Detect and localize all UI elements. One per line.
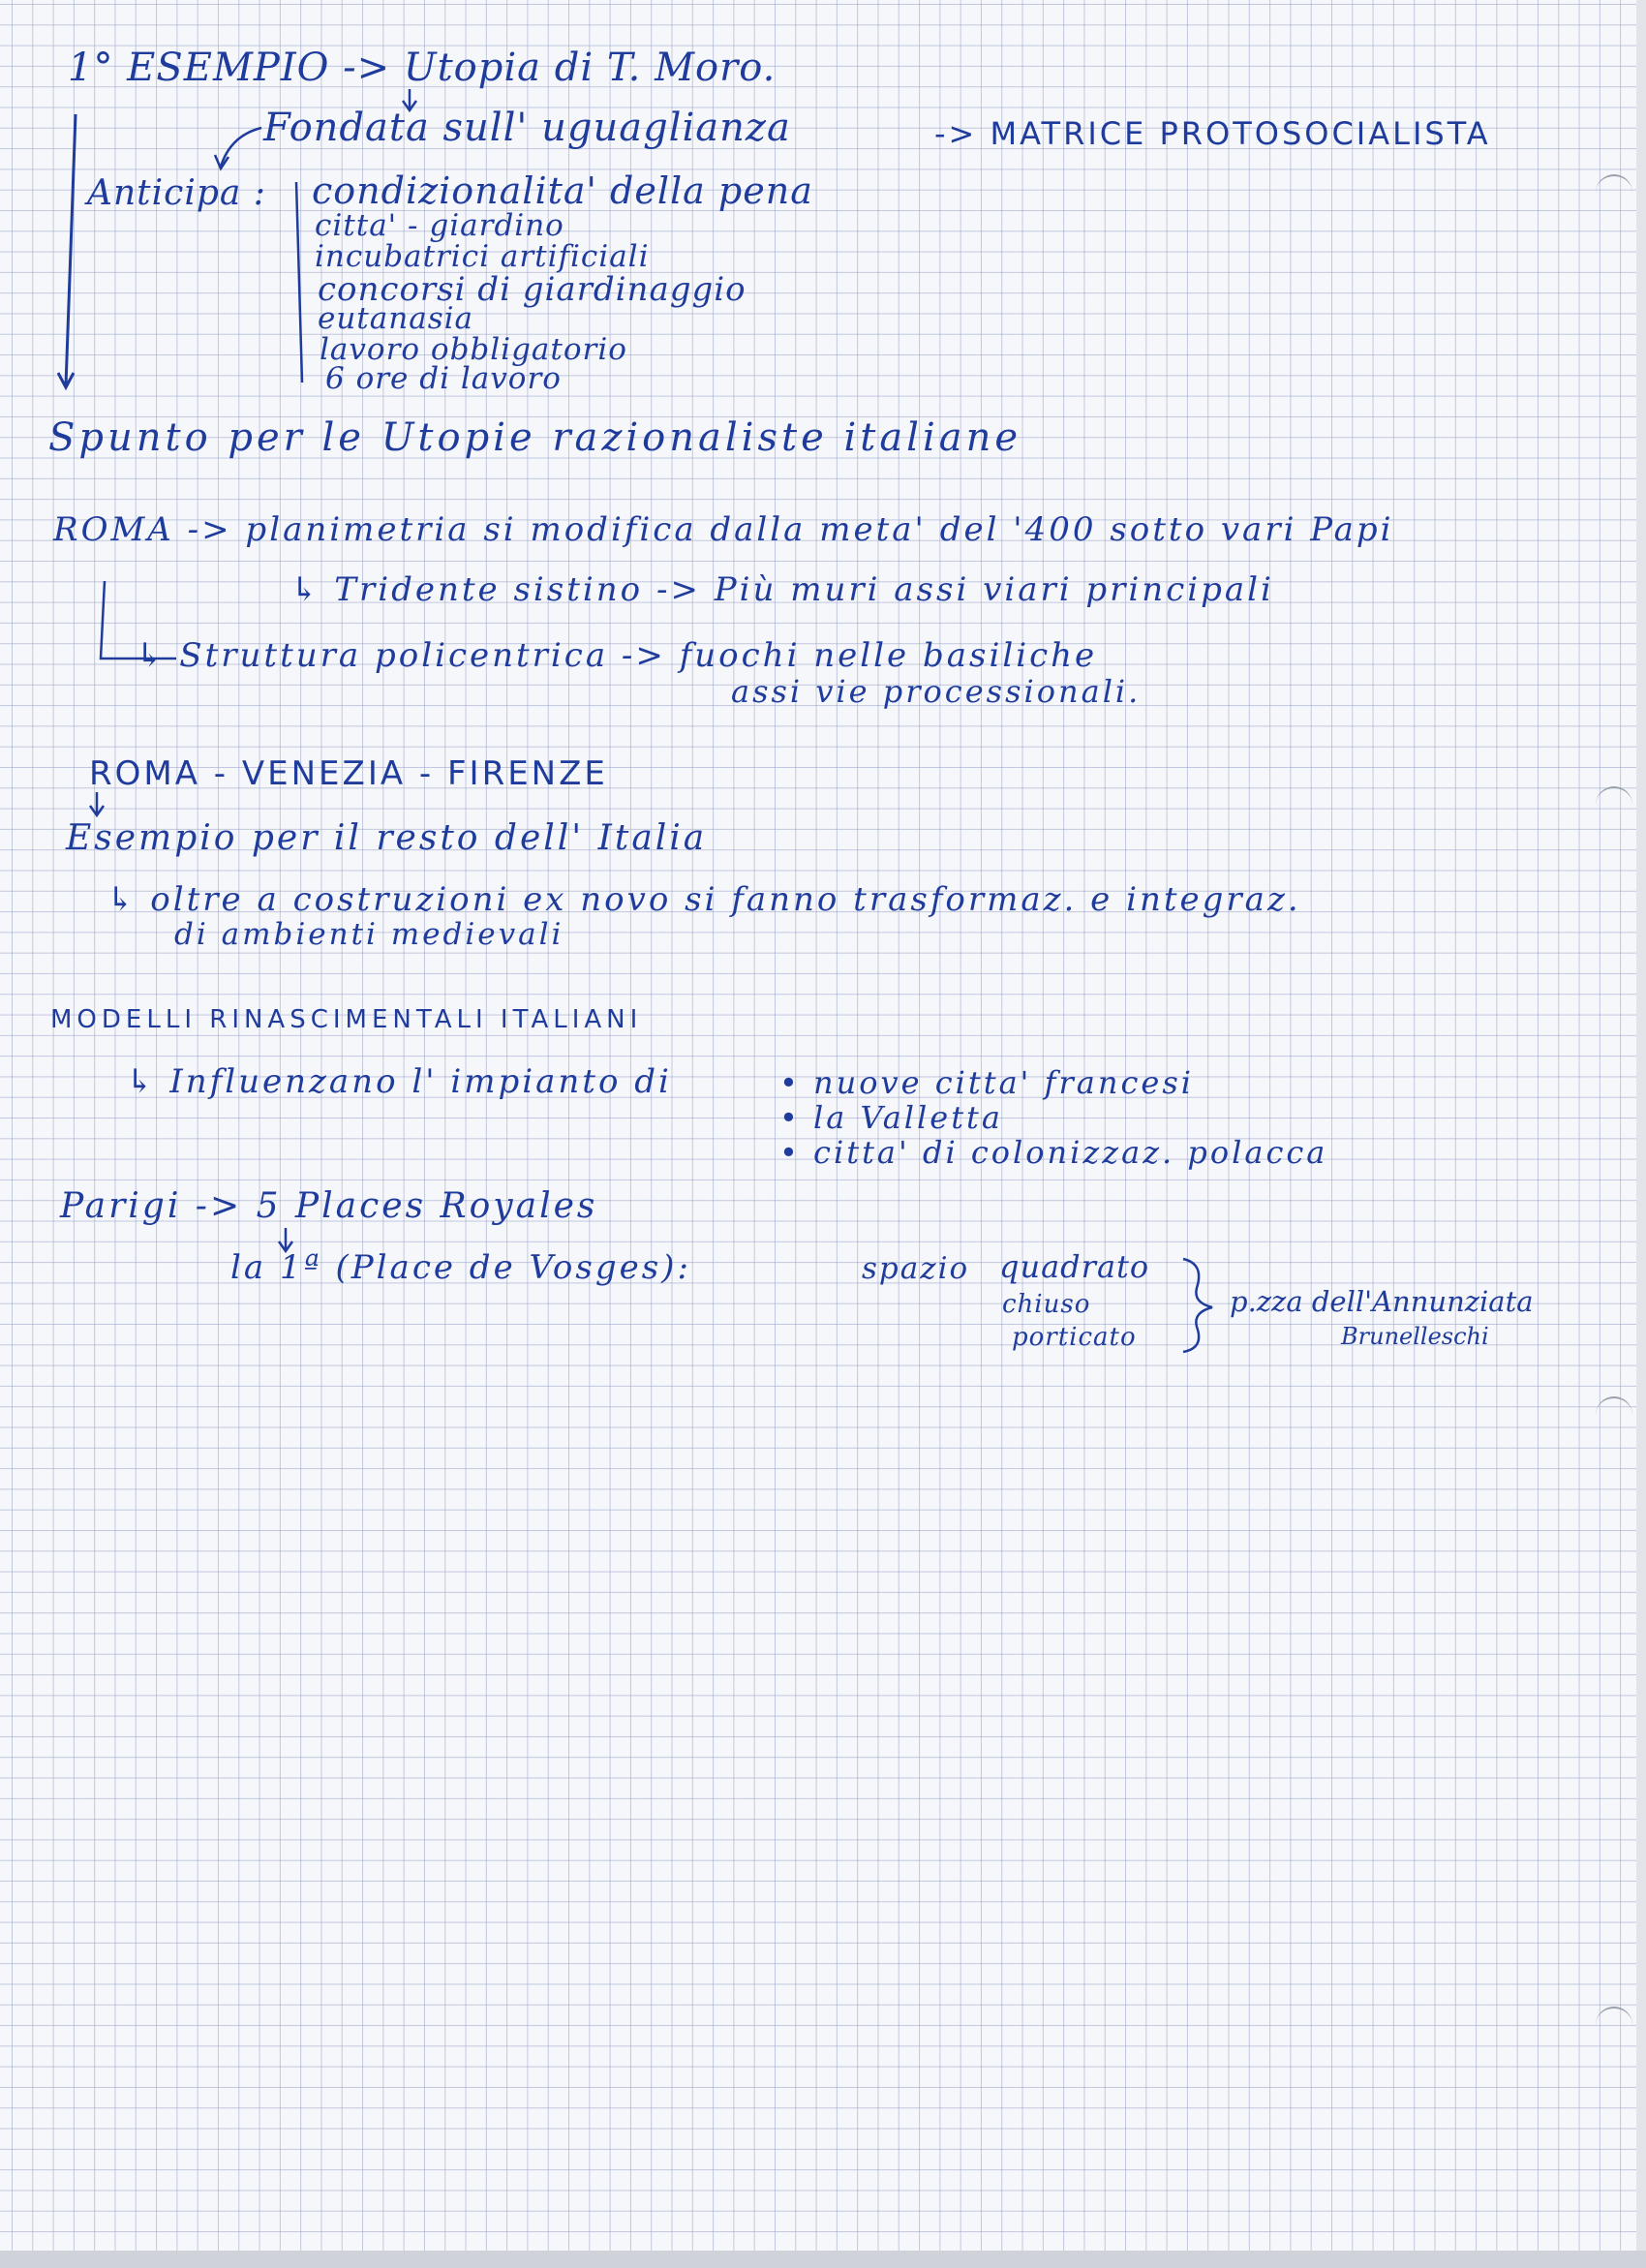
note-vie-processionali: assi vie processionali.	[731, 673, 1142, 710]
note-struttura: ↳ Struttura policentrica -> fuochi nelle basiliche	[136, 636, 1098, 675]
note-annunziata: p.zza dell'Annunziata	[1230, 1285, 1534, 1318]
note-oltre: ↳ oltre a costruzioni ex novo si fanno trasformaz. e integraz.	[107, 880, 1301, 919]
list-item: concorsi di giardinaggio	[318, 270, 747, 309]
note-matrice: -> MATRICE PROTOSOCIALISTA	[934, 115, 1491, 152]
note-roma-venezia-firenze: ROMA - VENEZIA - FIRENZE	[89, 754, 608, 793]
note-anticipa: Anticipa :	[87, 173, 266, 213]
note-porticato: porticato	[1012, 1323, 1137, 1352]
note-roma-planimetria: ROMA -> planimetria si modifica dalla meta' del '400 sotto vari Papi	[53, 510, 1394, 549]
list-item: eutanasia	[318, 301, 474, 336]
note-tridente: ↳ Tridente sistino -> Più muri assi viari principali	[290, 570, 1274, 609]
note-influenzano: ↳ Influenzano l' impianto di	[126, 1062, 672, 1101]
note-parigi: Parigi -> 5 Places Royales	[60, 1186, 598, 1226]
note-esempio: Esempio per il resto dell' Italia	[66, 818, 708, 858]
list-item: • citta' di colonizzaz. polacca	[779, 1134, 1328, 1171]
note-fondata: Fondata sull' uguaglianza	[263, 106, 791, 150]
list-item: incubatrici artificiali	[315, 239, 650, 274]
note-spunto: Spunto per le Utopie razionaliste italiane	[48, 415, 1022, 460]
note-quadrato: quadrato	[999, 1248, 1150, 1285]
list-item: • la Valletta	[779, 1099, 1003, 1136]
note-modelli: MODELLI RINASCIMENTALI ITALIANI	[50, 1005, 643, 1034]
note-line-example: 1° ESEMPIO -> Utopia di T. Moro.	[68, 46, 777, 90]
page-edge	[1636, 0, 1646, 2268]
scan-bottom-edge	[0, 2251, 1646, 2268]
note-place-de-vosges: la 1ª (Place de Vosges):	[230, 1248, 691, 1287]
note-medievali: di ambienti medievali	[174, 917, 564, 952]
list-item: citta' - giardino	[315, 208, 564, 243]
note-chiuso: chiuso	[1002, 1290, 1091, 1319]
list-item: lavoro obbligatorio	[320, 332, 627, 367]
list-item: condizionalita' della pena	[312, 169, 813, 212]
note-spazio: spazio	[862, 1251, 970, 1286]
list-item: 6 ore di lavoro	[325, 361, 562, 396]
note-brunelleschi: Brunelleschi	[1341, 1323, 1489, 1350]
list-item: • nuove citta' francesi	[779, 1064, 1194, 1101]
